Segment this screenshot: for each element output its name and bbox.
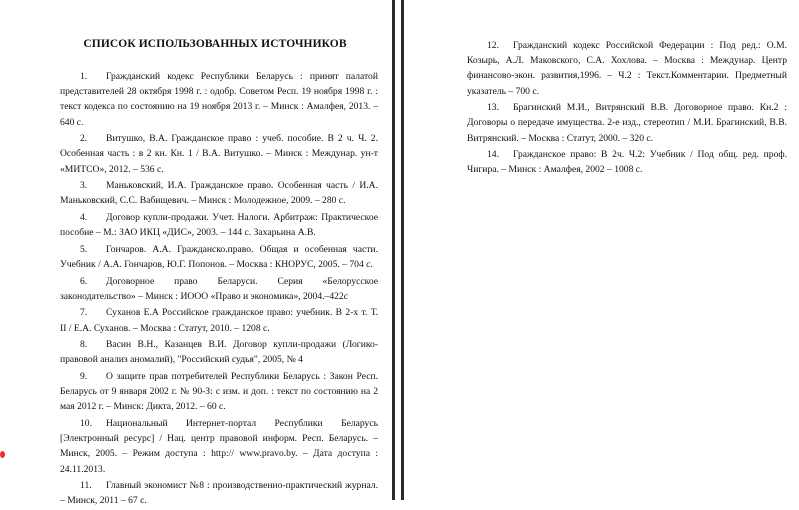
reference-item: 7. Суханов Е.А Российское гражданское право: учебник. В 2-х т. Т. II / Е.А. Суханов. – Москва : Статут, 2010. – 1208 с.: [60, 307, 378, 334]
right-page: [404, 0, 799, 500]
reference-item: 10. Национальный Интернет-портал Республики Беларусь [Электронный ресурс] / Нац. центр правовой информ. Респ. Беларусь. – Минск, 2005. – Режим доступа : http:// www.pravo.by. – Дата доступа : 24.11.2013.: [60, 417, 378, 475]
reference-item: 14. Гражданское право: В 2ч. Ч.2: Учебник / Под общ. ред. проф. Чигира. – Минск : Амалфея, 2002 – 1008 с.: [467, 149, 787, 176]
reference-item: 8. Васин В.Н., Казанцев В.И. Договор купли-продажи (Логико-правовой анализ аномалий), "Российский судья", 2005, № 4: [60, 339, 378, 366]
reference-item: 13. Брагинский М.И., Витрянский В.В. Договорное право. Кн.2 : Договоры о передаче имущества. 2-е изд., стереотип / М.И. Брагинский, В.В. Витрянский. – Москва : Статут, 2000. – 320 с.: [467, 102, 787, 144]
reference-item: 3. Маньковский, И.А. Гражданское право. Особенная часть / И.А. Маньковский, С.С. Вабищевич. – Минск : Молодежное, 2009. – 280 с.: [60, 180, 378, 207]
reference-item: 4. Договор купли-продажи. Учет. Налоги. Арбитраж: Практическое пособие – М.: ЗАО ИКЦ «ДИС», 2003. – 144 с. Захарьина А.В.: [60, 212, 378, 239]
reference-item: 9. О защите прав потребителей Республики Беларусь : Закон Респ. Беларусь от 9 января 2002 г. № 90-З: с изм. и доп. : текст по состоянию на 2 мая 2012 г. – Минск: Дикта, 2012. – 60 с.: [60, 370, 378, 413]
reference-item: 5. Гончаров. А.А. Гражданско.право. Общая и особенная части. Учебник / А.А. Гончаров, Ю.Г. Попонов. – Москва : КНОРУС, 2005. – 704 с.: [60, 243, 378, 270]
reference-item: 6. Договорное право Беларуси. Серия «Белорусское законодательство» – Минск : ИООО «Право и экономика», 2004.–422с: [60, 275, 378, 302]
reference-item: 2. Витушко, В.А. Гражданское право : учеб. пособие. В 2 ч. Ч. 2. Особенная часть : в 2 кн. Кн. 1 / В.А. Витушко. – Минск : Междунар. ун-т «МИТСО», 2012. – 536 с.: [60, 133, 378, 175]
document-title: СПИСОК ИСПОЛЬЗОВАННЫХ ИСТОЧНИКОВ: [83, 38, 347, 50]
reference-item: 1. Гражданский кодекс Республики Беларусь : принят палатой представителей 28 октября 1998 г. : одобр. Советом Респ. 19 ноября 1998 г. : текст кодекса по состоянию на 19 ноября 2013 г. – Минск : Амалфея, 2013. – 640 с.: [60, 71, 378, 128]
left-page: [0, 0, 392, 507]
references-list-right: [467, 38, 787, 179]
page-divider: [392, 0, 404, 500]
margin-marker-icon: [0, 451, 5, 458]
reference-item: 12. Гражданский кодекс Российской Федерации : Под ред.: О.М. Козырь, А.Л. Маковского, С.А. Хохлова. – Москва : Междунар. Центр финансово-экон. развития,1996. – Ч.2 : Текст.Комментарии. Предметный указатель – 700 с.: [467, 40, 787, 97]
reference-item: 11. Главный экономист №8 : производственно-практический журнал. – Минск, 2011 – 67 с.: [60, 480, 378, 507]
references-list-left: [60, 69, 378, 510]
